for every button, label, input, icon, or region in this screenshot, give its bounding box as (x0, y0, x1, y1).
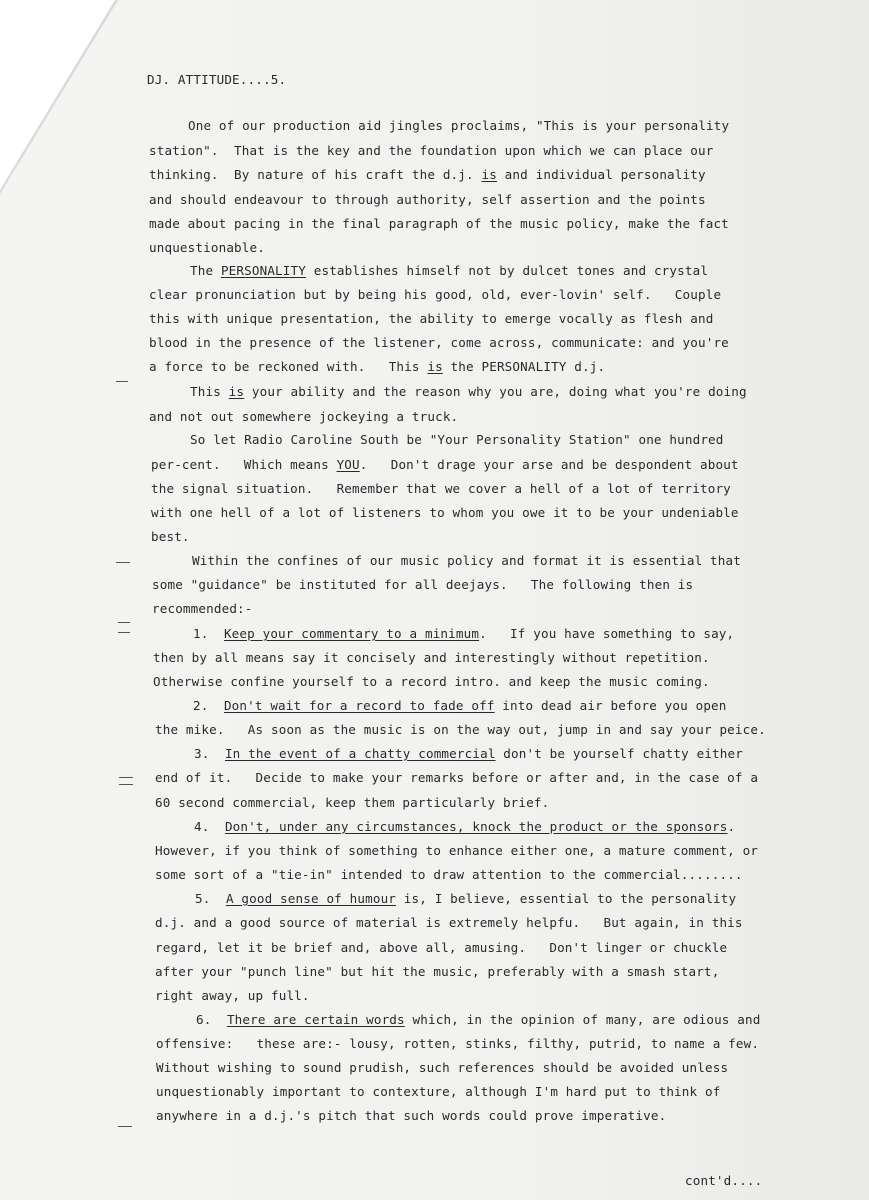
p5-line-1: Within the confines of our music policy and format it is essential that (192, 553, 741, 568)
margin-mark (118, 622, 130, 623)
p1-line-3: thinking. By nature of his craft the d.j. is and individual personality (149, 167, 706, 182)
p4-line-5: best. (151, 529, 190, 544)
margin-mark (119, 777, 133, 778)
item-3-line-2: end of it. Decide to make your remarks before or after and, in the case of a (155, 770, 759, 785)
p2-line-1: The PERSONALITY establishes himself not by dulcet tones and crystal (190, 263, 709, 278)
item-3-line-1: 3. In the event of a chatty commercial don't be yourself chatty either (194, 746, 743, 761)
p3-line-2: and not out somewhere jockeying a truck. (149, 409, 459, 424)
item-6-line-3: Without wishing to sound prudish, such references should be avoided unless (156, 1060, 729, 1075)
item-6-line-1: 6. There are certain words which, in the opinion of many, are odious and (196, 1012, 761, 1027)
item-5-line-5: right away, up full. (155, 988, 310, 1003)
margin-mark (116, 381, 128, 382)
p1-line-5: made about pacing in the final paragraph of the music policy, make the fact (149, 216, 729, 231)
p3-line-1: This is your ability and the reason why you are, doing what you're doing (190, 384, 747, 399)
folded-corner (0, 0, 115, 190)
p5-line-2: some "guidance" be instituted for all deejays. The following then is (152, 577, 694, 592)
p1-line-6: unquestionable. (149, 240, 265, 255)
margin-mark (116, 562, 130, 563)
item-5-line-1: 5. A good sense of humour is, I believe, essential to the personality (195, 891, 737, 906)
item-6-line-2: offensive: these are:- lousy, rotten, stinks, filthy, putrid, to name a few. (156, 1036, 760, 1051)
item-1-line-1: 1. Keep your commentary to a minimum. If you have something to say, (193, 626, 735, 641)
p1-line-4: and should endeavour to through authority, self assertion and the points (149, 192, 706, 207)
document-title: DJ. ATTITUDE....5. (147, 72, 287, 87)
p4-line-1: So let Radio Caroline South be "Your Personality Station" one hundred (190, 432, 724, 447)
p1-line-1: One of our production aid jingles proclaims, "This is your personality (188, 118, 730, 133)
item-2-line-1: 2. Don't wait for a record to fade off into dead air before you open (193, 698, 727, 713)
p4-line-3: the signal situation. Remember that we cover a hell of a lot of territory (151, 481, 731, 496)
margin-mark (118, 632, 130, 633)
continued-note: cont'd.... (685, 1173, 763, 1188)
item-3-line-3: 60 second commercial, keep them particularly brief. (155, 795, 550, 810)
p2-line-5: a force to be reckoned with. This is the PERSONALITY d.j. (149, 359, 606, 374)
margin-mark (118, 1126, 132, 1127)
item-4-line-1: 4. Don't, under any circumstances, knock the product or the sponsors. (194, 819, 736, 834)
item-5-line-4: after your "punch line" but hit the music, preferably with a smash start, (155, 964, 720, 979)
item-5-line-3: regard, let it be brief and, above all, amusing. Don't linger or chuckle (155, 940, 728, 955)
item-6-line-4: unquestionably important to contexture, although I'm hard put to think of (156, 1084, 721, 1099)
p2-line-4: blood in the presence of the listener, come across, communicate: and you're (149, 335, 729, 350)
p2-line-3: this with unique presentation, the ability to emerge vocally as flesh and (149, 311, 714, 326)
item-1-line-3: Otherwise confine yourself to a record intro. and keep the music coming. (153, 674, 710, 689)
p5-line-3: recommended:- (152, 601, 253, 616)
item-1-line-2: then by all means say it concisely and interestingly without repetition. (153, 650, 710, 665)
margin-mark (119, 784, 133, 785)
item-5-line-2: d.j. and a good source of material is extremely helpfu. But again, in this (155, 915, 743, 930)
item-4-line-2: However, if you think of something to enhance either one, a mature comment, or (155, 843, 759, 858)
item-2-line-2: the mike. As soon as the music is on the way out, jump in and say your peice. (155, 722, 766, 737)
item-4-line-3: some sort of a "tie-in" intended to draw attention to the commercial........ (155, 867, 743, 882)
p2-line-2: clear pronunciation but by being his good, old, ever-lovin' self. Couple (149, 287, 722, 302)
p4-line-2: per-cent. Which means YOU. Don't drage your arse and be despondent about (151, 457, 739, 472)
p1-line-2: station". That is the key and the foundation upon which we can place our (149, 143, 714, 158)
p4-line-4: with one hell of a lot of listeners to whom you owe it to be your undeniable (151, 505, 739, 520)
item-6-line-5: anywhere in a d.j.'s pitch that such words could prove imperative. (156, 1108, 667, 1123)
